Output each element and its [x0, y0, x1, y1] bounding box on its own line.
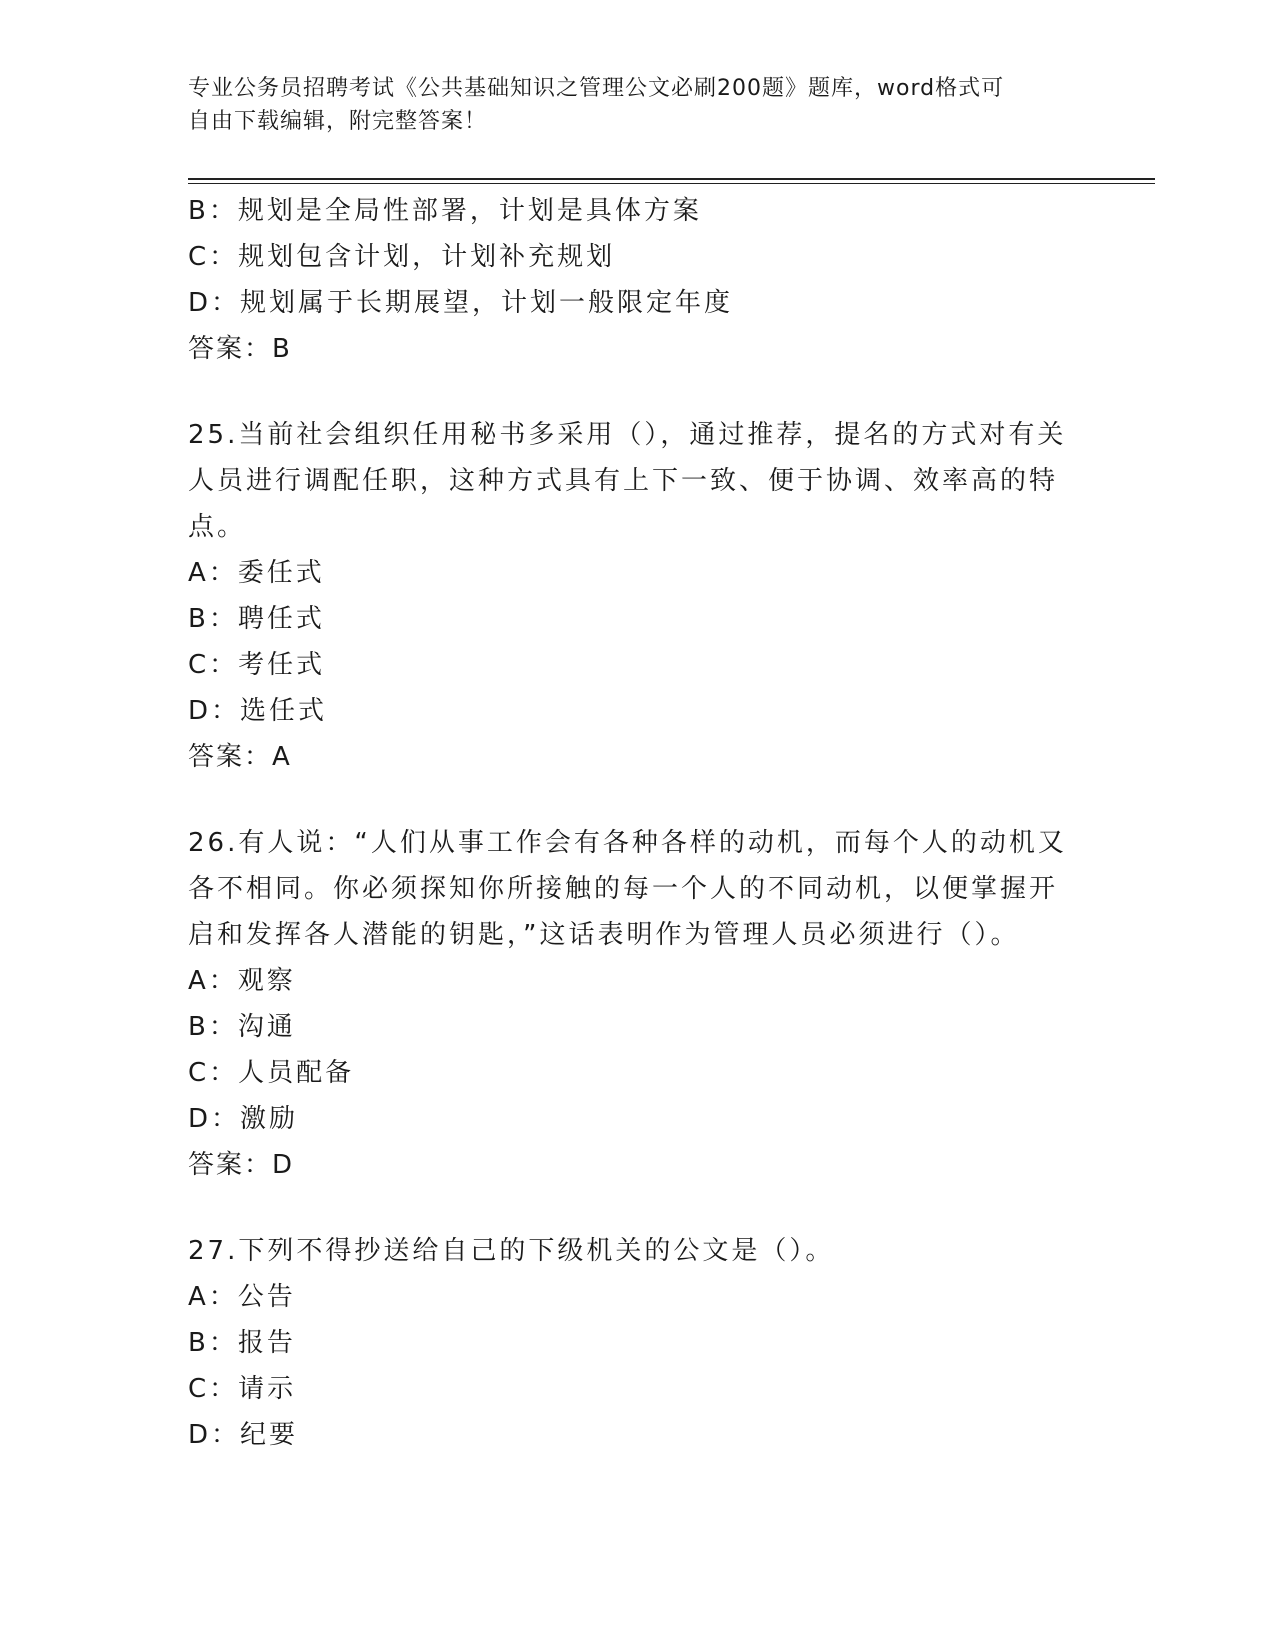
- option-d: D：规划属于长期展望，计划一般限定年度: [188, 288, 734, 318]
- question-text: 各不相同。你必须探知你所接触的每一个人的不同动机，以便掌握开: [188, 874, 1059, 904]
- option-c: C：考任式: [188, 650, 326, 680]
- option-a: A：观察: [188, 966, 296, 996]
- option-b: B：沟通: [188, 1012, 296, 1042]
- question-text: 25.当前社会组织任用秘书多采用（），通过推荐，提名的方式对有关: [188, 420, 1067, 450]
- answer: 答案：A: [188, 742, 292, 772]
- option-d: D：选任式: [188, 696, 328, 726]
- answer: 答案：B: [188, 334, 292, 364]
- header-line-2: 自由下载编辑，附完整答案！: [188, 109, 488, 134]
- question-text: 27.下列不得抄送给自己的下级机关的公文是（）。: [188, 1236, 835, 1266]
- option-c: C：规划包含计划，计划补充规划: [188, 242, 616, 272]
- option-a: A：公告: [188, 1282, 296, 1312]
- option-b: B：报告: [188, 1328, 296, 1358]
- option-b: B：规划是全局性部署，计划是具体方案: [188, 196, 702, 226]
- question-text: 点。: [188, 512, 247, 542]
- question-text: 26.有人说：“人们从事工作会有各种各样的动机，而每个人的动机又: [188, 828, 1067, 858]
- question-25: [188, 412, 1088, 780]
- question-text: 启和发挥各人潜能的钥匙，”这话表明作为管理人员必须进行（）。: [188, 920, 1020, 950]
- question-text: 人员进行调配任职，这种方式具有上下一致、便于协调、效率高的特: [188, 466, 1059, 496]
- header-line-1: 专业公务员招聘考试《公共基础知识之管理公文必刷200题》题库，word格式可: [188, 76, 1005, 101]
- option-a: A：委任式: [188, 558, 325, 588]
- option-c: C：人员配备: [188, 1058, 355, 1088]
- option-b: B：聘任式: [188, 604, 325, 634]
- document-header: [188, 72, 1068, 138]
- header-divider-thin: [188, 183, 1155, 184]
- question-24-tail: [188, 188, 1088, 372]
- question-list: [188, 188, 1088, 1458]
- option-d: D：激励: [188, 1104, 299, 1134]
- option-d: D：纪要: [188, 1420, 299, 1450]
- question-26: [188, 820, 1088, 1188]
- answer: 答案：D: [188, 1150, 295, 1180]
- question-27: [188, 1228, 1088, 1458]
- header-divider-thick: [188, 178, 1155, 180]
- option-c: C：请示: [188, 1374, 297, 1404]
